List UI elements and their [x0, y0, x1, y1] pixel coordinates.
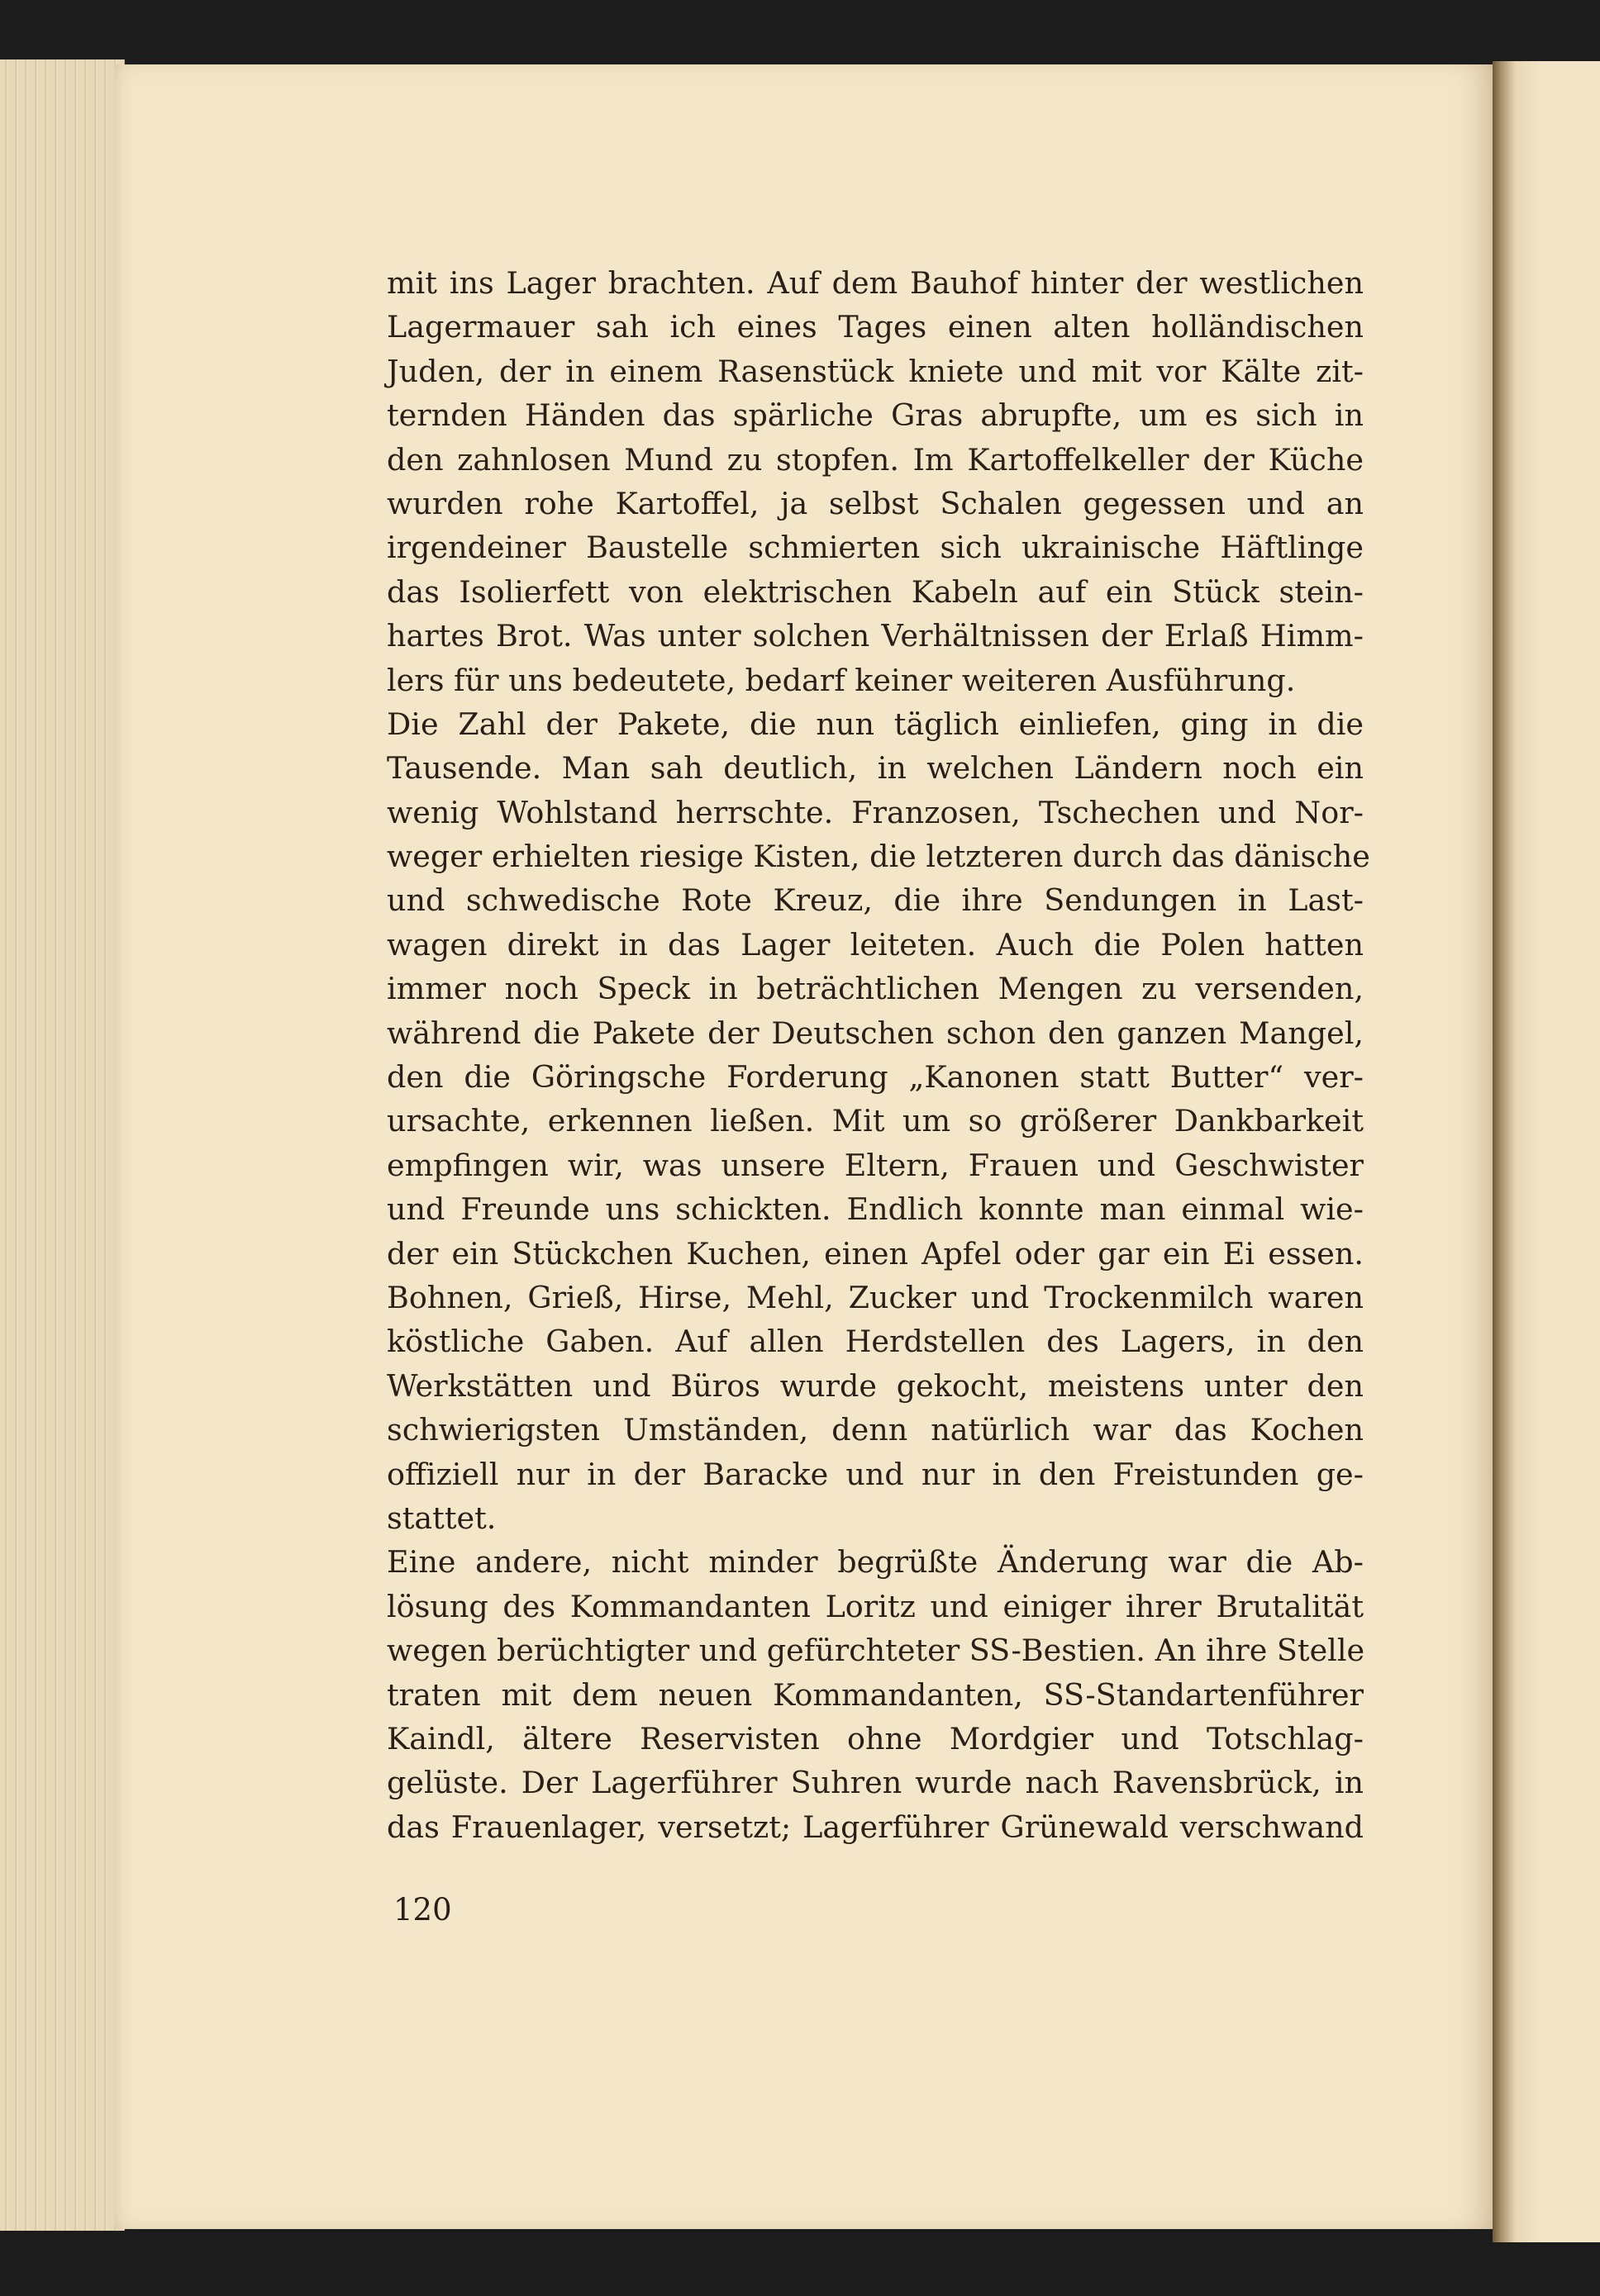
- text-line: ternden Händen das spärliche Gras abrupfte, um es sich in: [387, 397, 1364, 434]
- text-line: und Freunde uns schickten. Endlich konnte man einmal wie-: [387, 1191, 1364, 1228]
- text-line: den zahnlosen Mund zu stopfen. Im Kartoffelkeller der Küche: [387, 441, 1364, 478]
- text-line: weger erhielten riesige Kisten, die letzteren durch das dänische: [387, 839, 1370, 875]
- page-edges-stack: [0, 59, 125, 2231]
- text-line: Eine andere, nicht minder begrüßte Änderung war die Ab-: [387, 1544, 1364, 1581]
- text-line: Juden, der in einem Rasenstück kniete und mit vor Kälte zit-: [387, 353, 1364, 389]
- text-line: ursachte, erkennen ließen. Mit um so größerer Dankbarkeit: [387, 1103, 1364, 1139]
- text-line: lers für uns bedeutete, bedarf keiner weiteren Ausführung.: [387, 662, 1296, 698]
- body-text: [387, 261, 1370, 1849]
- text-line: traten mit dem neuen Kommandanten, SS-Standartenführer: [387, 1676, 1364, 1713]
- text-line: wenig Wohlstand herrschte. Franzosen, Tschechen und Nor-: [387, 794, 1364, 830]
- text-line: der ein Stückchen Kuchen, einen Apfel oder gar ein Ei essen.: [387, 1235, 1364, 1272]
- next-page-edge: [1493, 61, 1600, 2242]
- text-line: das Frauenlager, versetzt; Lagerführer Grünewald verschwand: [387, 1809, 1364, 1845]
- text-line: empfingen wir, was unsere Eltern, Frauen und Geschwister: [387, 1147, 1364, 1183]
- text-line: immer noch Speck in beträchtlichen Mengen zu versenden,: [387, 971, 1364, 1007]
- text-line: Tausende. Man sah deutlich, in welchen Ländern noch ein: [387, 750, 1364, 787]
- text-line: stattet.: [387, 1500, 497, 1536]
- text-line: wagen direkt in das Lager leiteten. Auch die Polen hatten: [387, 926, 1364, 963]
- paragraph-2: [387, 702, 1370, 1540]
- text-line: lösung des Kommandanten Loritz und einiger ihrer Brutalität: [387, 1588, 1364, 1624]
- text-line: während die Pakete der Deutschen schon den ganzen Mangel,: [387, 1015, 1364, 1051]
- text-line: mit ins Lager brachten. Auf dem Bauhof hinter der westlichen: [387, 265, 1364, 301]
- page-number: 120: [393, 1892, 452, 1928]
- text-line: gelüste. Der Lagerführer Suhren wurde nach Ravensbrück, in: [387, 1765, 1364, 1801]
- text-line: und schwedische Rote Kreuz, die ihre Sendungen in Last-: [387, 882, 1364, 919]
- text-line: wurden rohe Kartoffel, ja selbst Schalen gegessen und an: [387, 485, 1364, 521]
- text-line: Bohnen, Grieß, Hirse, Mehl, Zucker und Trockenmilch waren: [387, 1279, 1364, 1315]
- text-line: Die Zahl der Pakete, die nun täglich einliefen, ging in die: [387, 706, 1364, 742]
- text-line: offiziell nur in der Baracke und nur in den Freistunden ge-: [387, 1456, 1364, 1492]
- text-line: wegen berüchtigter und gefürchteter SS-Bestien. An ihre Stelle: [387, 1633, 1365, 1669]
- text-line: irgendeiner Baustelle schmierten sich ukrainische Häftlinge: [387, 530, 1364, 566]
- paragraph-3: [387, 1540, 1364, 1849]
- text-line: das Isolierfett von elektrischen Kabeln auf ein Stück stein-: [387, 573, 1364, 610]
- text-line: hartes Brot. Was unter solchen Verhältnissen der Erlaß Himm-: [387, 618, 1364, 654]
- text-line: den die Göringsche Forderung „Kanonen statt Butter“ ver-: [387, 1059, 1364, 1096]
- text-line: schwierigsten Umständen, denn natürlich war das Kochen: [387, 1412, 1364, 1448]
- text-line: Werkstätten und Büros wurde gekocht, meistens unter den: [387, 1367, 1364, 1404]
- text-line: Kaindl, ältere Reservisten ohne Mordgier und Totschlag-: [387, 1720, 1364, 1756]
- text-line: köstliche Gaben. Auf allen Herdstellen des Lagers, in den: [387, 1324, 1364, 1360]
- paragraph-1: [387, 261, 1364, 702]
- text-line: Lagermauer sah ich eines Tages einen alten holländischen: [387, 309, 1364, 345]
